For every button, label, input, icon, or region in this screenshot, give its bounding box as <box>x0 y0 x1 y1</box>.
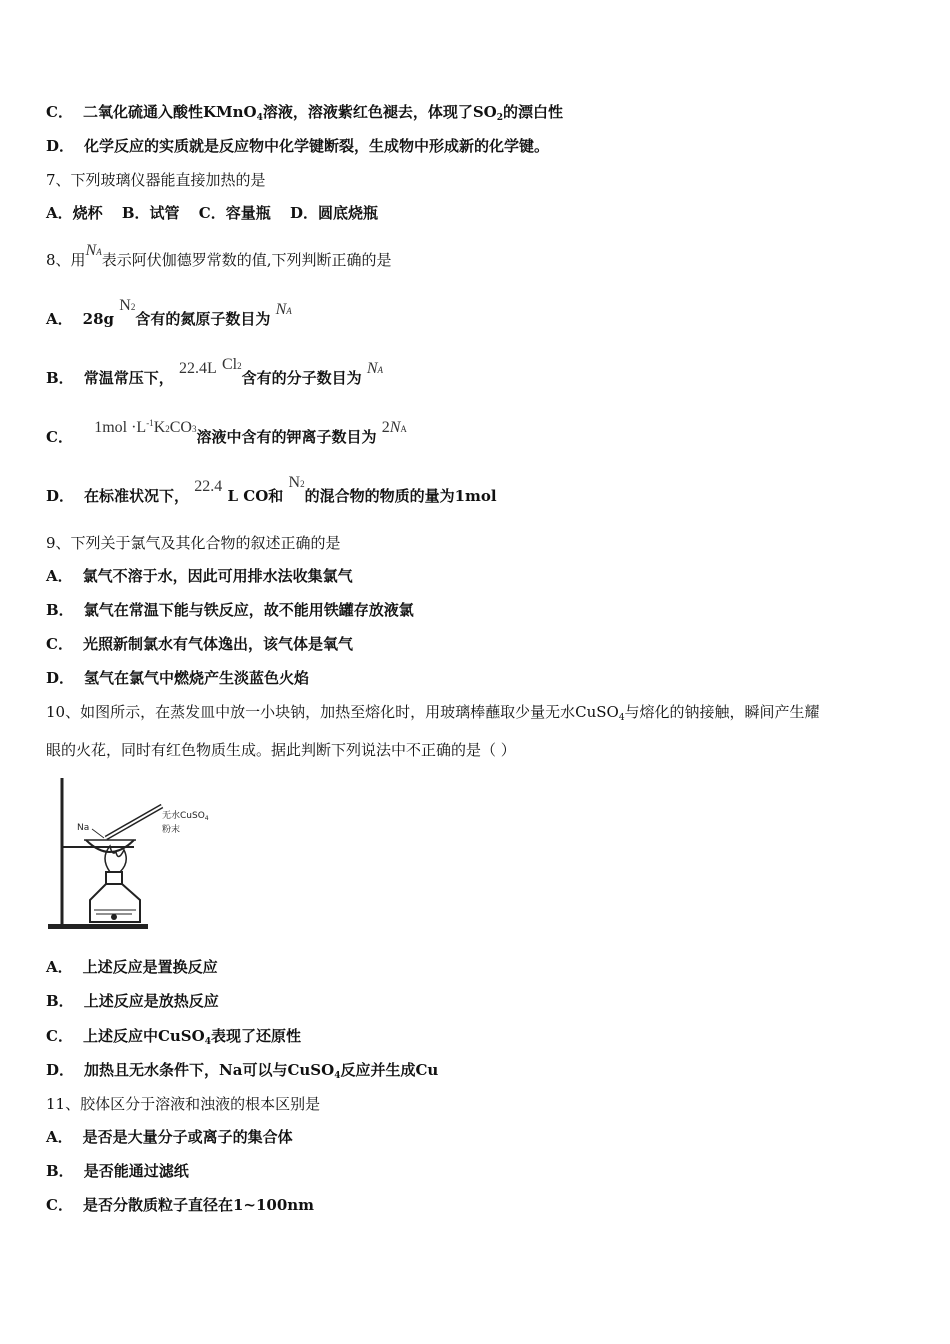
formula-cl2: Cl2 <box>221 356 242 373</box>
stand-base <box>48 924 148 929</box>
formula-2na: 2NA <box>381 419 407 436</box>
option-11c: C． 是否分散质粒子直径在1~100nm <box>46 1196 315 1214</box>
option-9b: B． 氯气在常温下能与铁反应，故不能用铁罐存放液氯 <box>46 601 414 619</box>
formula-na: NA <box>275 301 292 318</box>
option-9c: C． 光照新制氯水有气体逸出，该气体是氧气 <box>46 635 353 653</box>
option-9d: D． 氢气在氯气中燃烧产生淡蓝色火焰 <box>46 669 310 687</box>
formula-volume: 22.4 <box>194 478 223 495</box>
question-11: 11、胶体区分于溶液和浊液的根本区别是 <box>46 1095 321 1113</box>
option-10c: C． 上述反应中CuSO$_4$表现了还原性 <box>46 1027 301 1047</box>
option-10d: D． 加热且无水条件下，Na可以与CuSO$_4$反应并生成Cu <box>46 1061 439 1081</box>
option-9a: A． 氯气不溶于水，因此可用排水法收集氯气 <box>46 567 353 585</box>
option-11b: B． 是否能通过滤纸 <box>46 1162 189 1180</box>
flame <box>105 846 126 872</box>
option-10b: B． 上述反应是放热反应 <box>46 992 219 1010</box>
apparatus-figure <box>44 772 209 934</box>
formula-n2: N2 <box>288 474 305 491</box>
formula-na: NA <box>85 242 102 259</box>
formula-na: NA <box>366 360 383 377</box>
question-7-options: A．烧杯 B．试管 C．容量瓶 D．圆底烧瓶 <box>46 204 378 222</box>
option-8d: D． 在标准状况下， 22.4 L CO和 N2的混合物的物质的量为1mol <box>46 474 497 505</box>
option-c-so2: C． 二氧化硫通入酸性KMnO$_4$溶液，溶液紫红色褪去，体现了$SO_2$的漂白性 <box>46 103 564 123</box>
option-8a: A． 28g N2含有的氮原子数目为 NA <box>46 297 292 328</box>
option-8c: C． $1mol \cdot L^{-1}K2CO3$溶液中含有的钾离子数目为 2NA <box>46 418 407 446</box>
label-na: Na <box>77 823 90 833</box>
label-powder: 粉末 <box>162 825 181 835</box>
question-8: 8、用NA表示阿伏伽德罗常数的值,下列判断正确的是 <box>46 242 392 269</box>
formula-k2co3: $1mol \cdot L^{-1}K2CO3$ <box>94 418 197 436</box>
option-8b: B． 常温常压下， 22.4L Cl2含有的分子数目为 NA <box>46 356 383 387</box>
label-reagent: 无水CuSO$_4$ <box>162 811 209 822</box>
question-10-line1: 10、如图所示，在蒸发皿中放一小块钠，加热至熔化时，用玻璃棒蘸取少量无水CuSO$_4$与熔化的钠接触，瞬间产生耀 <box>46 703 820 723</box>
option-d-bond: D． 化学反应的实质就是反应物中化学键断裂，生成物中形成新的化学键。 <box>46 137 550 155</box>
formula-volume: 22.4L <box>178 360 217 377</box>
lamp-neck <box>106 872 122 884</box>
question-10-line2: 眼的火花，同时有红色物质生成。据此判断下列说法中不正确的是（ ） <box>46 741 516 759</box>
question-9: 9、下列关于氯气及其化合物的叙述正确的是 <box>46 534 341 552</box>
option-10a: A． 上述反应是置换反应 <box>46 958 218 976</box>
formula-n2: N2 <box>119 297 136 314</box>
option-11a: A． 是否是大量分子或离子的集合体 <box>46 1128 293 1146</box>
question-7: 7、下列玻璃仪器能直接加热的是 <box>46 171 266 189</box>
